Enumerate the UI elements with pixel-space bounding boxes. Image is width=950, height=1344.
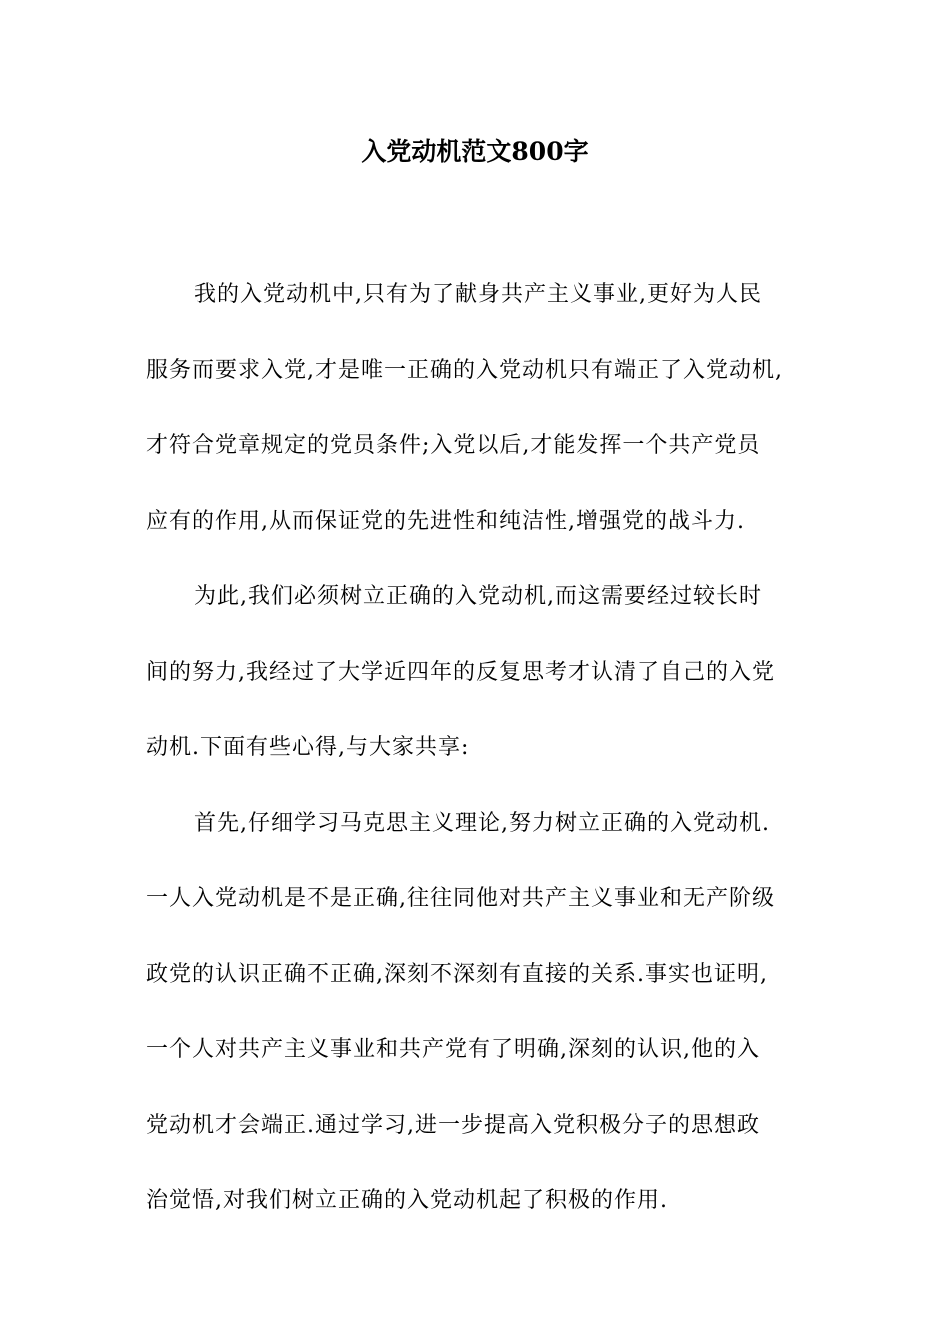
text-line: 服务而要求入党,才是唯一正确的入党动机只有端正了入党动机, bbox=[146, 357, 783, 383]
text-line: 应有的作用,从而保证党的先进性和纯洁性,增强党的战斗力. bbox=[146, 508, 745, 534]
text-line: 为此,我们必须树立正确的入党动机,而这需要经过较长时 bbox=[194, 584, 762, 609]
text-line: 一个人对共产主义事业和共产党有了明确,深刻的认识,他的入 bbox=[146, 1037, 760, 1062]
text-line: 治觉悟,对我们树立正确的入党动机起了积极的作用. bbox=[146, 1188, 668, 1213]
paragraph-1 bbox=[146, 257, 816, 559]
document-title: 入党动机范文800字 bbox=[361, 137, 589, 166]
text-line: 才符合党章规定的党员条件;入党以后,才能发挥一个共产党员 bbox=[146, 433, 761, 458]
text-line: 动机.下面有些心得,与大家共享: bbox=[146, 735, 470, 760]
paragraph-3 bbox=[146, 786, 816, 1239]
text-line: 政党的认识正确不正确,深刻不深刻有直接的关系.事实也证明, bbox=[146, 961, 768, 987]
text-line: 党动机才会端正.通过学习,进一步提高入党积极分子的思想政 bbox=[146, 1112, 760, 1138]
paragraph-2 bbox=[146, 559, 816, 786]
text-line: 间的努力,我经过了大学近四年的反复思考才认清了自己的入党 bbox=[146, 659, 775, 685]
text-line: 首先,仔细学习马克思主义理论,努力树立正确的入党动机. bbox=[194, 810, 770, 836]
text-line: 我的入党动机中,只有为了献身共产主义事业,更好为人民 bbox=[194, 282, 762, 307]
document-body bbox=[146, 257, 816, 1239]
text-line: 一人入党动机是不是正确,往往同他对共产主义事业和无产阶级 bbox=[146, 886, 775, 911]
